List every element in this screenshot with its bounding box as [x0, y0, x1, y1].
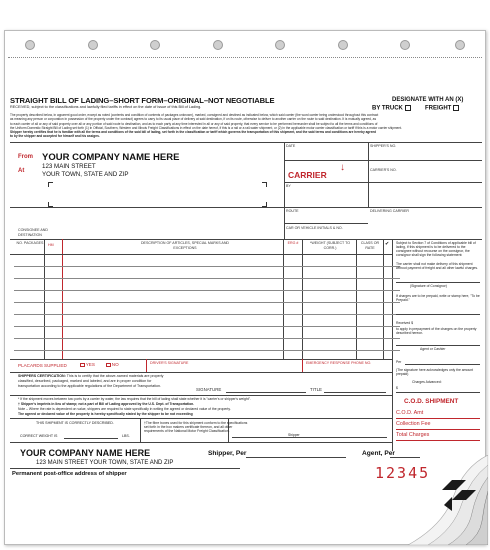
table-row[interactable] — [14, 266, 400, 267]
signature-line[interactable] — [226, 392, 306, 393]
date-label: DATE — [286, 144, 296, 148]
divider — [302, 239, 303, 359]
col-class-rate: CLASS OR RATE — [360, 241, 380, 250]
apply-text: to apply in prepayment of the charges on the property described hereon. — [396, 327, 477, 336]
punch-hole — [88, 40, 98, 50]
divider — [44, 239, 45, 359]
punch-hole — [25, 40, 35, 50]
divider — [10, 395, 392, 396]
received-dollar-label: Received $ — [396, 321, 413, 325]
contract-line: as meaning any person or corporation in possession of the property under the contract) agrees to carry to its usual place of delivery at said destination, if on its route, otherwise to deliver to another carrier on the route to said destination. It is mutually agreed, as — [10, 117, 377, 122]
divider — [10, 254, 392, 255]
shipper-company-name: YOUR COMPANY NAME HERE — [42, 152, 180, 163]
address-corner-mark — [48, 202, 53, 207]
consignor-signature-label: (Signature of Consignor) — [410, 284, 447, 288]
agent-cashier-label: Agent or Cashier — [420, 347, 446, 351]
divider — [10, 372, 392, 373]
placards-yes-label: YES — [85, 362, 95, 367]
fibre-box-note: requirements of the National Motor Freight Classification. — [144, 429, 230, 433]
collection-fee-line[interactable] — [396, 429, 480, 430]
table-row[interactable] — [14, 338, 400, 339]
consignor-signature-line[interactable] — [396, 282, 480, 283]
certification-line: classified, described, packaged, marked and labeled, and are in proper condition for — [18, 379, 152, 383]
placards-label: PLACARDS SUPPLIED — [18, 363, 67, 368]
permanent-address-label: Permanent post-office address of shipper — [12, 471, 127, 477]
per-label: Per — [396, 360, 402, 364]
freight-label: FREIGHT — [425, 105, 452, 112]
received-clause: RECEIVED, subject to the classifications and lawfully filed tariffs in effect on the date of issue of this Bill of Lading. — [10, 105, 202, 109]
delivering-carrier-label: DELIVERING CARRIER — [370, 209, 409, 213]
carrier-statement: The carrier shall not make delivery of this shipment without payment of freight and all other lawful charges. — [396, 262, 478, 271]
divider — [302, 359, 303, 372]
divider — [10, 418, 392, 419]
no-checkbox[interactable] — [106, 363, 111, 368]
divider — [10, 207, 482, 208]
per-line[interactable] — [405, 364, 480, 365]
signature-label: SIGNATURE — [196, 387, 222, 392]
water-weight-note: * If the shipment moves between two ports by a carrier by water, the law requires that the bill of lading shall state whether it is "carrier's or shipper's weight". — [18, 397, 251, 401]
address-corner-mark — [262, 202, 267, 207]
divider — [392, 239, 393, 451]
table-row[interactable] — [14, 290, 400, 291]
shipper-small-label: Shipper — [288, 433, 300, 437]
contract-line: to each carrier of all or any of said property over all or any portion of said route to destination, and as to each party at any time interested in all or any of said property, that every service to be performed hereunder shall be subject to all the terms and conditions of — [10, 121, 378, 126]
divider — [10, 468, 240, 469]
contract-line: to by the shipper and accepted for himself and his assigns. — [10, 134, 100, 139]
correct-weight-label: CORRECT WEIGHT IS — [20, 434, 58, 438]
divider — [368, 142, 369, 207]
contract-line: the Uniform Domestic Straight Bill of Lading set forth (1) in Official, Southern, Western and Illinois Freight Classifications in effect on the date hereof, if this is a rail or a rail-water shipment, or (2) in the applicable motor carrier classification or tariff if this is a motor carrier shipment. — [10, 125, 402, 130]
by-truck-label: BY TRUCK — [372, 105, 403, 112]
lbs-label: LBS. — [122, 434, 130, 438]
certification-text — [18, 374, 163, 378]
prepaid-text: If charges are to be prepaid, write or stamp here, "To be Prepaid." — [396, 294, 480, 303]
serial-number: 12345 — [375, 464, 431, 482]
col-description: DESCRIPTION OF ARTICLES, SPECIAL MARKS AND EXCEPTIONS — [140, 241, 230, 250]
declared-value-note: The agreed or declared value of the property is hereby specifically stated by the shipper to be not exceeding — [18, 412, 193, 416]
col-no-packages: NO. PACKAGES — [16, 241, 44, 245]
table-row[interactable] — [14, 326, 400, 327]
divider — [383, 239, 384, 359]
col-erg: ERG # — [287, 241, 299, 245]
cod-title: C.O.D. SHIPMENT — [404, 398, 459, 405]
consignee-label: CONSIGNEE AND DESTINATION — [18, 228, 48, 237]
divider — [284, 223, 368, 224]
car-vehicle-label: CAR OR VEHICLE INITIALS & NO. — [286, 226, 343, 230]
punch-hole — [213, 40, 223, 50]
by-truck-option[interactable] — [372, 105, 411, 112]
designate-label: DESIGNATE WITH AN (X) — [392, 97, 464, 103]
signature-acknowledge: (The signature here acknowledges only the amount prepaid) — [396, 368, 474, 377]
footer-company-name: YOUR COMPANY NAME HERE — [20, 448, 151, 458]
divider — [396, 314, 480, 315]
title-label: TITLE — [310, 387, 322, 392]
divider — [396, 392, 480, 393]
contract-terms — [10, 113, 480, 139]
shippers-no-label: SHIPPER'S NO. — [370, 144, 397, 148]
by-truck-checkbox[interactable] — [405, 105, 411, 111]
punch-hole — [400, 40, 410, 50]
carriers-no-label: CARRIER'S NO. — [370, 168, 397, 172]
charges-advanced-label: Charges Advanced: — [412, 380, 442, 384]
arrow-down-icon: ↓ — [340, 162, 345, 173]
divider — [10, 142, 482, 143]
divider — [10, 359, 392, 360]
yes-checkbox[interactable] — [80, 363, 85, 368]
dollar-sign: $ — [396, 386, 398, 390]
form-title: STRAIGHT BILL OF LADING–SHORT FORM–ORIGINAL–NOT NEGOTIABLE — [10, 96, 275, 105]
at-label: At — [18, 168, 25, 174]
total-charges-line[interactable] — [396, 440, 480, 441]
table-row[interactable] — [14, 350, 400, 351]
emergency-phone-label: EMERGENCY RESPONSE PHONE NO. — [306, 361, 372, 365]
value-note: Note – Where the rate is dependent on value, shippers are required to state specifically in writing the agreed or declared value of the property. — [18, 407, 231, 411]
driver-signature-label: DRIVER'S SIGNATURE — [150, 361, 189, 365]
col-check: ✔ — [385, 241, 390, 247]
shipper-street: 123 MAIN STREET — [42, 163, 96, 170]
imprint-note: † Shipper's imprints in lieu of stamp; not a part of Bill of Lading approved by the U.S. Dept. of Transportation. — [18, 402, 195, 406]
col-hm: HM — [48, 243, 54, 247]
divider — [10, 239, 482, 240]
perforation-line — [8, 57, 482, 58]
carrier-label: CARRIER — [288, 170, 327, 180]
table-row[interactable] — [14, 314, 400, 315]
divider — [284, 182, 482, 183]
punch-hole — [150, 40, 160, 50]
table-row[interactable] — [14, 278, 400, 279]
certification-line: transportation according to the applicable regulations of the Department of Transportation. — [18, 384, 162, 388]
punch-hole — [338, 40, 348, 50]
agent-per-label: Agent, Per — [362, 450, 395, 457]
fibre-box-note: †The fibre boxes used for this shipment conform to the specifications — [144, 421, 248, 425]
cod-amount-line[interactable] — [396, 418, 480, 419]
divider — [62, 239, 63, 359]
by-label: BY — [286, 184, 291, 188]
divider — [356, 239, 357, 359]
col-weight: *WEIGHT (SUBJECT TO CORR.) — [309, 241, 351, 250]
total-charges-label: Total Charges — [396, 432, 430, 438]
contract-line: Shipper hereby certifies that he is familiar with all the terms and conditions of the said bill of lading, set forth in the classification or tariff which governs the transportation of this shipment, and the said terms and conditions are hereby agreed — [10, 130, 377, 135]
shipper-per-label: Shipper, Per — [208, 450, 247, 457]
route-label: ROUTE — [286, 209, 299, 213]
punch-hole — [275, 40, 285, 50]
divider — [283, 239, 284, 359]
correctly-described-label: THIS SHIPMENT IS CORRECTLY DESCRIBED. — [36, 421, 114, 425]
table-row[interactable] — [14, 302, 400, 303]
cod-amount-label: C.O.D. Amt — [396, 410, 424, 416]
fibre-box-note: set forth in the box makers certificate thereon, and all other — [144, 425, 233, 429]
divider — [140, 418, 141, 442]
from-label: From — [18, 154, 33, 160]
correct-weight-line[interactable] — [64, 438, 118, 439]
address-corner-mark — [48, 182, 53, 187]
collection-fee-label: Collection Fee — [396, 421, 431, 427]
footer-address: 123 MAIN STREET YOUR TOWN, STATE AND ZIP — [36, 460, 174, 466]
certification-line: This is to certify that the above-named materials are properly — [66, 374, 164, 378]
divider — [284, 142, 285, 239]
agent-signature-line[interactable] — [396, 345, 480, 346]
address-corner-mark — [262, 182, 267, 187]
placards-yes-option[interactable] — [80, 362, 95, 367]
shipper-per-line[interactable] — [246, 457, 346, 458]
divider — [284, 160, 482, 161]
punch-hole — [455, 40, 465, 50]
freight-option[interactable] — [425, 105, 459, 112]
shipper-city: YOUR TOWN, STATE AND ZIP — [42, 171, 129, 178]
contract-line: The property described below, in apparent good order, except as noted (contents and condition of contents of packages unknown), marked, consigned and destined as indicated below, which said carrier (the word carrier being understood throughout this contract — [10, 113, 379, 117]
placards-no-label: NO — [111, 362, 119, 367]
certification-title: SHIPPERS CERTIFICATION: — [18, 374, 66, 378]
freight-checkbox[interactable] — [453, 105, 459, 111]
section7-text: Subject to Section 7 of Conditions of applicable bill of lading, if this shipment is to be delivered to the consignee without recourse on the consignor, the consignor shall sign the following statement: — [396, 241, 476, 258]
divider — [10, 442, 392, 443]
shipper-sign-line[interactable] — [232, 437, 387, 438]
title-line[interactable] — [324, 392, 386, 393]
divider — [146, 359, 147, 372]
placards-no-option[interactable] — [106, 362, 119, 367]
page-curl-icon — [404, 455, 488, 545]
